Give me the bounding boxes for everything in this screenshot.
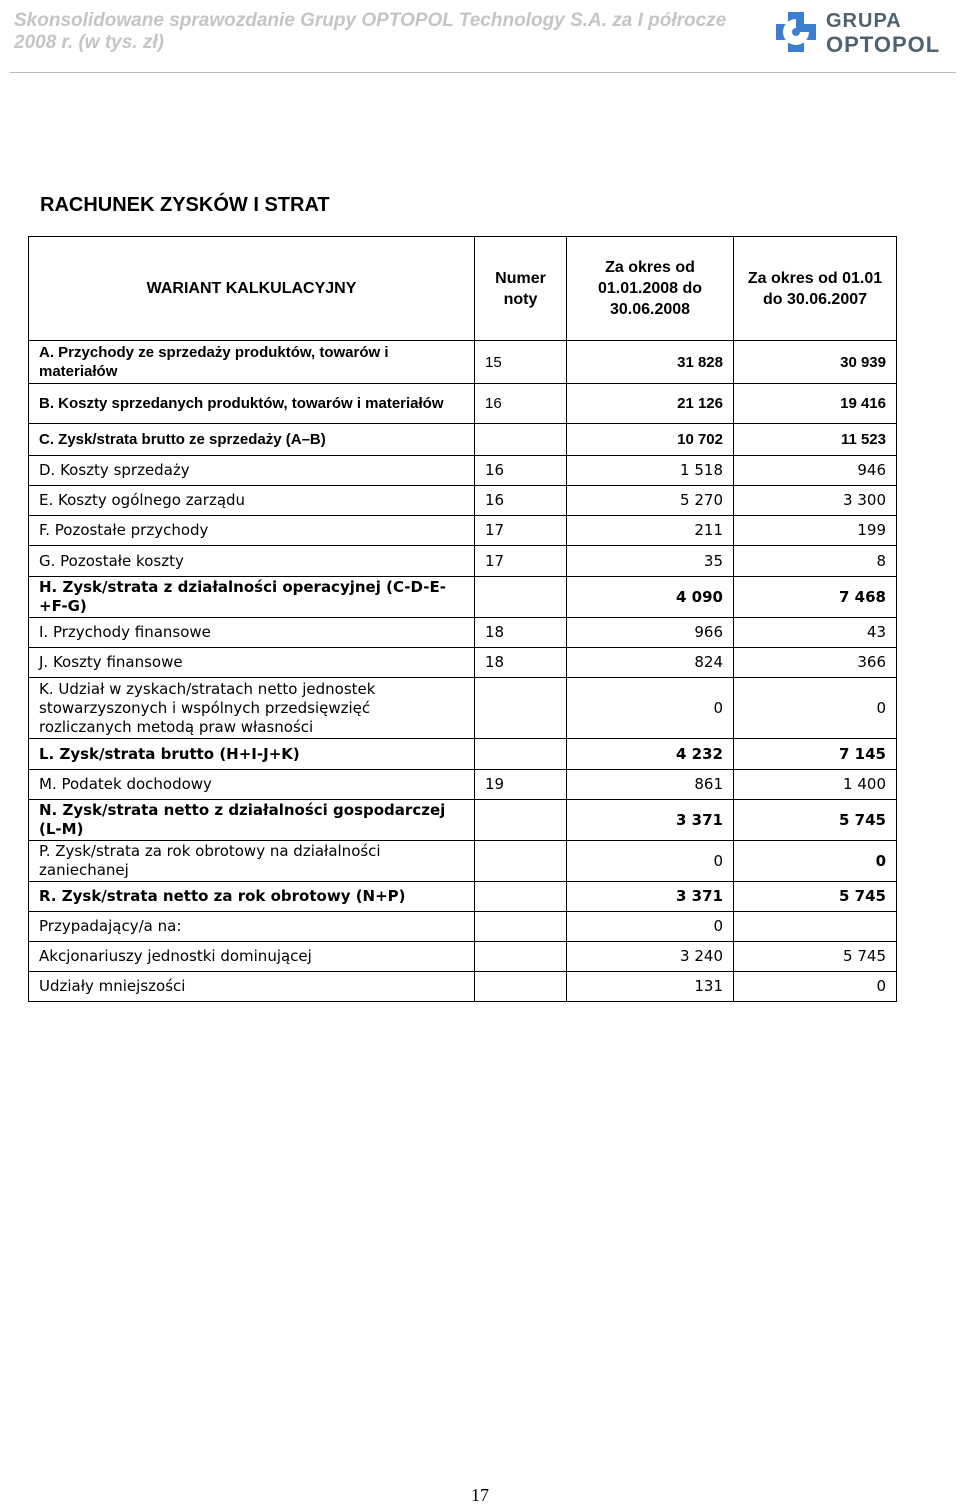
row-label: Udziały mniejszości [29,972,475,1002]
row-label: Akcjonariuszy jednostki dominującej [29,942,475,972]
row-value-2008: 3 371 [567,882,734,912]
row-value-2007: 43 [734,618,897,648]
optopol-logo [774,8,954,58]
row-value-2008: 0 [567,912,734,942]
row-value-2008: 4 090 [567,577,734,618]
row-value-2008: 0 [567,678,734,739]
page-number: 17 [471,1485,489,1505]
row-label: D. Koszty sprzedaży [29,456,475,486]
row-label: A. Przychody ze sprzedaży produktów, towarów i materiałów [29,341,475,384]
row-label: E. Koszty ogólnego zarządu [29,486,475,516]
row-note [475,972,567,1002]
table-row [29,456,897,486]
row-note: 16 [475,486,567,516]
row-note [475,739,567,770]
row-value-2007 [734,912,897,942]
row-value-2008: 3 240 [567,942,734,972]
row-value-2008: 4 232 [567,739,734,770]
table-row [29,739,897,770]
row-note [475,882,567,912]
header-note-number: Numer noty [475,237,567,341]
row-label: M. Podatek dochodowy [29,770,475,800]
row-value-2008: 966 [567,618,734,648]
row-note: 16 [475,456,567,486]
table-row [29,546,897,577]
table-row [29,942,897,972]
row-label: C. Zysk/strata brutto ze sprzedaży (A–B) [29,424,475,456]
table-row [29,770,897,800]
row-note: 19 [475,770,567,800]
row-value-2007: 0 [734,678,897,739]
row-note [475,800,567,841]
row-value-2007: 30 939 [734,341,897,384]
row-label: G. Pozostałe koszty [29,546,475,577]
row-value-2007: 946 [734,456,897,486]
row-value-2007: 11 523 [734,424,897,456]
row-value-2007: 19 416 [734,384,897,424]
header-variant: WARIANT KALKULACYJNY [29,237,475,341]
row-note [475,841,567,882]
table-header-row [29,237,897,341]
row-value-2007: 5 745 [734,800,897,841]
row-label: Przypadający/a na: [29,912,475,942]
table-row [29,516,897,546]
statement-title: RACHUNEK ZYSKÓW I STRAT [40,194,330,216]
table-row [29,648,897,678]
row-note: 17 [475,516,567,546]
row-value-2007: 1 400 [734,770,897,800]
row-value-2007: 7 468 [734,577,897,618]
row-value-2008: 0 [567,841,734,882]
row-label: K. Udział w zyskach/stratach netto jednostek stowarzyszonych i wspólnych przedsięwzięć rozliczanych metodą praw własności [29,678,475,739]
table-row [29,800,897,841]
row-label: B. Koszty sprzedanych produktów, towarów i materiałów [29,384,475,424]
row-value-2007: 3 300 [734,486,897,516]
row-label: F. Pozostałe przychody [29,516,475,546]
row-label: R. Zysk/strata netto za rok obrotowy (N+P) [29,882,475,912]
document-header-title: Skonsolidowane sprawozdanie Grupy OPTOPOL Technology S.A. za I półrocze 2008 r. (w tys. zł) [14,10,727,53]
row-note [475,678,567,739]
row-value-2007: 0 [734,841,897,882]
row-note: 17 [475,546,567,577]
row-label: P. Zysk/strata za rok obrotowy na działalności zaniechanej [29,841,475,882]
row-note: 18 [475,618,567,648]
income-statement-table [28,236,897,1002]
row-value-2007: 5 745 [734,882,897,912]
table-row [29,424,897,456]
table-row [29,912,897,942]
row-value-2007: 199 [734,516,897,546]
row-note: 16 [475,384,567,424]
row-value-2008: 3 371 [567,800,734,841]
optopol-cross-icon [774,10,818,54]
logo-word-optopol: OPTOPOL [826,32,941,57]
header-divider [10,72,956,73]
row-value-2008: 31 828 [567,341,734,384]
row-label: N. Zysk/strata netto z działalności gospodarczej (L-M) [29,800,475,841]
table-row [29,384,897,424]
row-value-2008: 131 [567,972,734,1002]
table-row [29,841,897,882]
row-value-2007: 7 145 [734,739,897,770]
row-value-2008: 5 270 [567,486,734,516]
row-value-2007: 0 [734,972,897,1002]
row-label: J. Koszty finansowe [29,648,475,678]
table-row [29,486,897,516]
row-value-2008: 211 [567,516,734,546]
row-note: 15 [475,341,567,384]
row-value-2008: 824 [567,648,734,678]
table-row [29,577,897,618]
row-value-2008: 861 [567,770,734,800]
row-note [475,424,567,456]
table-row [29,341,897,384]
table-row [29,618,897,648]
header-period-2007: Za okres od 01.01 do 30.06.2007 [734,237,897,341]
row-label: H. Zysk/strata z działalności operacyjnej (C-D-E-+F-G) [29,577,475,618]
row-value-2008: 21 126 [567,384,734,424]
row-note [475,942,567,972]
table-row [29,678,897,739]
row-label: L. Zysk/strata brutto (H+I-J+K) [29,739,475,770]
row-note [475,912,567,942]
row-value-2007: 366 [734,648,897,678]
row-note [475,577,567,618]
row-value-2007: 5 745 [734,942,897,972]
table-row [29,882,897,912]
header-period-2008: Za okres od 01.01.2008 do 30.06.2008 [567,237,734,341]
row-value-2007: 8 [734,546,897,577]
page-header [0,0,960,74]
row-value-2008: 35 [567,546,734,577]
row-label: I. Przychody finansowe [29,618,475,648]
row-value-2008: 10 702 [567,424,734,456]
logo-word-grupa: GRUPA [826,10,902,32]
row-value-2008: 1 518 [567,456,734,486]
row-note: 18 [475,648,567,678]
table-row [29,972,897,1002]
